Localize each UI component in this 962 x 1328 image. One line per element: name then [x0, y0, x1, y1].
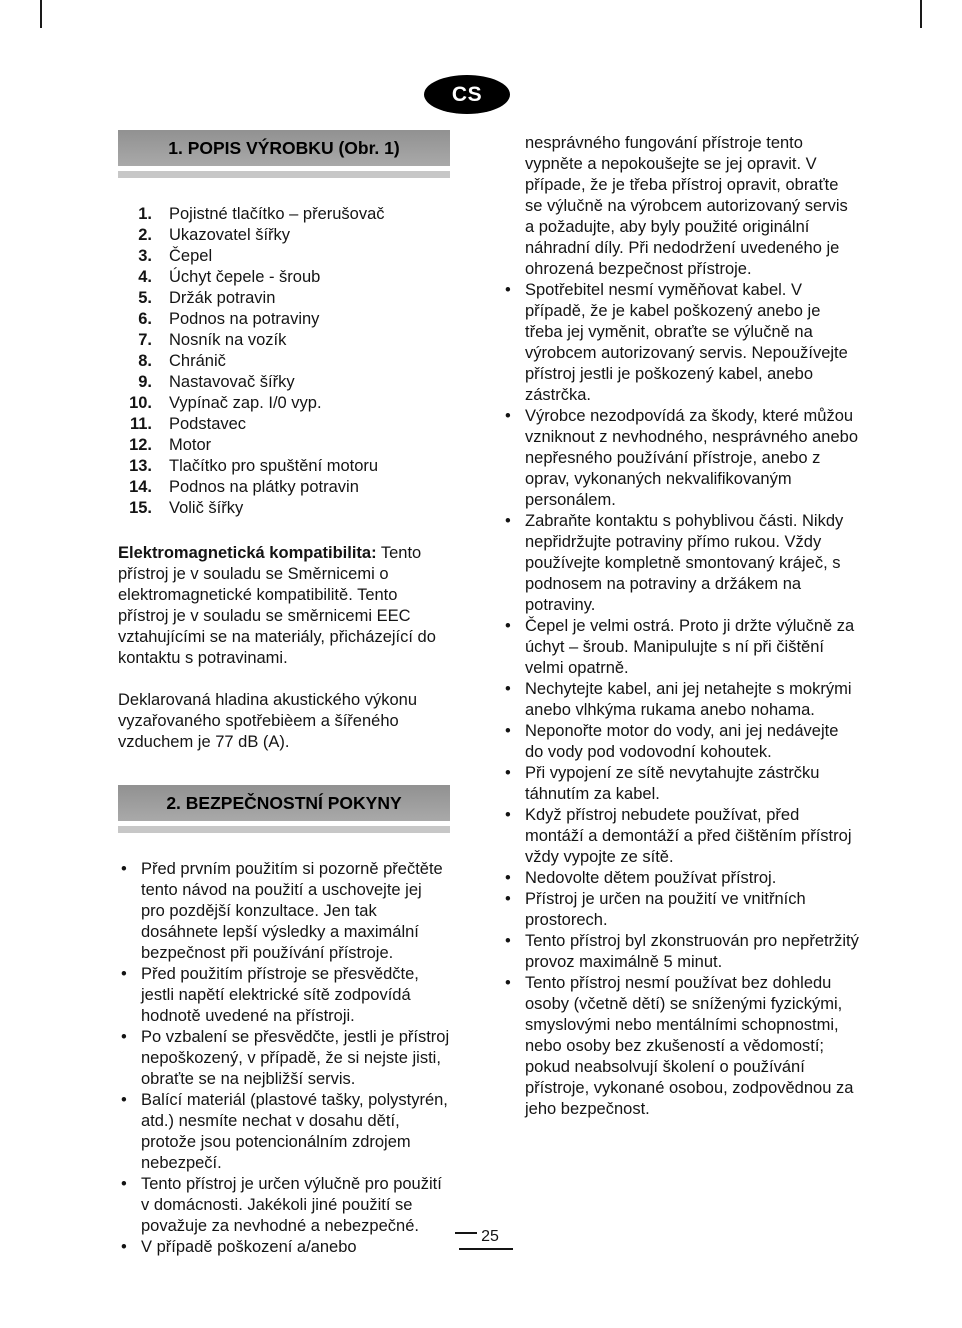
bullet-continuation: nesprávného fungování přístroje tento vypněte a nepokoušejte se jej opravit. V případe, že je třeba přístroj opravit, obraťte se výlučně na výrobcem autorizovaný servis a požadujte, aby byly použité originální náhradní díly. Při nedodržení uvedeného je ohrozená bezpečnost přístroje. [525, 134, 848, 278]
safety-bullets-right [502, 280, 860, 1120]
part-item [118, 435, 450, 456]
bullet-item: • V případě poškození a/anebo [118, 1237, 450, 1258]
bullet-item: • Při vypojení ze sítě nevytahujte zástrčku táhnutím za kabel. [502, 763, 860, 805]
part-number: 5. [138, 289, 152, 307]
part-item [118, 330, 450, 351]
bullet-item: • Spotřebitel nesmí vyměňovat kabel. V případě, že je kabel poškozený anebo je třeba jej vyměnit, obraťte se výlučně na výrobcem autorizovaný servis. Nepoužívejte přístroj jestli je poškozený kabel, anebo zástrčka. [502, 280, 860, 406]
part-item [118, 372, 450, 393]
bullet-item: • Po vzbalení se přesvědčte, jestli je přístroj nepoškozený, v případě, že si nejste jisti, obraťte se na nejbližší servis. [118, 1027, 450, 1090]
part-item [118, 477, 450, 498]
bullet-item: • Nedovolte dětem používat přístroj. [502, 868, 860, 889]
section2-header [118, 785, 450, 833]
part-number: 15. [129, 499, 152, 517]
crop-mark-right [920, 0, 922, 28]
part-item [118, 456, 450, 477]
part-item [118, 498, 450, 519]
part-text: Volič šířky [169, 499, 244, 517]
noise-paragraph: Deklarovaná hladina akustického výkonu vyzařovaného spotřebièem a šířeného vzduchem je 77 dB (A). [118, 691, 418, 751]
part-text: Pojistné tlačítko – přerušovač [169, 205, 385, 223]
bullet-item: • Před použitím přístroje se přesvědčte, jestli napětí elektrické sítě zodpovídá hodnotě uvedené na přístroji. [118, 964, 450, 1027]
content-columns [118, 130, 860, 1258]
section2-header-underline [118, 826, 450, 833]
part-text: Podstavec [169, 415, 247, 433]
bullet-item: • Zabraňte kontaktu s pohyblivou části. Nikdy nepřidržujte potraviny přímo rukou. Vždy používejte kompletně smontovaný kráječ, s podnosem na potraviny a držákem na potraviny. [502, 511, 860, 616]
part-item [118, 246, 450, 267]
bullet-item: • Balící materiál (plastové tašky, polystyrén, atd.) nesmíte nechat v dosahu dětí, protože jsou potencionálním zdrojem nebezpečí. [118, 1090, 450, 1174]
section1-header-underline [118, 171, 450, 178]
language-badge: CS [424, 75, 510, 114]
part-number: 7. [138, 331, 152, 349]
emc-text: Tento přístroj je v souladu se Směrnicemi o elektromagnetické kompatibilitě. Tento přístroj je v souladu se směrnicemi EEC vztahujícími se na materiály, přicházející do kontaktu s potravinami. [118, 544, 436, 667]
part-item [118, 414, 450, 435]
emc-lead: Elektromagnetická kompatibilita: [118, 544, 377, 562]
bullet-item: • Neponořte motor do vody, ani jej nedávejte do vody pod vodovodní kohoutek. [502, 721, 860, 763]
part-number: 8. [138, 352, 152, 370]
bullet-item: • Tento přístroj je určen výlučně pro použití v domácnosti. Jakékoli jiné použití se považuje za nevhodné a nebezpečné. [118, 1174, 450, 1237]
part-item [118, 309, 450, 330]
part-number: 2. [138, 226, 152, 244]
part-text: Úchyt čepele - šroub [169, 268, 321, 286]
part-item [118, 351, 450, 372]
bullet-item: • Výrobce nezodpovídá za škody, které můžou vzniknout z nevhodného, nesprávného anebo nepřesného používání přístroje, anebo z oprav, vykonaných nekvalifikovaným personálem. [502, 406, 860, 511]
part-text: Podnos na potraviny [169, 310, 320, 328]
emc-paragraph [118, 543, 450, 669]
crop-mark-left [40, 0, 42, 28]
section2-title: 2. BEZPEČNOSTNÍ POKYNY [118, 785, 450, 821]
part-text: Držák potravin [169, 289, 276, 307]
part-number: 1. [138, 205, 152, 223]
section1-title: 1. POPIS VÝROBKU (Obr. 1) [118, 130, 450, 166]
page-footer [0, 1228, 962, 1250]
footer-underline [459, 1248, 513, 1250]
left-column [118, 130, 450, 1258]
part-item [118, 288, 450, 309]
part-text: Čepel [169, 247, 213, 265]
part-number: 4. [138, 268, 152, 286]
bullet-item: • Když přístroj nebudete používat, před montáží a demontáží a před čištěním přístroj vždy vypojte ze sítě. [502, 805, 860, 868]
bullet-item: • Čepel je velmi ostrá. Proto ji držte výlučně za úchyt – šroub. Manipulujte s ní při čištění velmi opatrně. [502, 616, 860, 679]
part-text: Motor [169, 436, 212, 454]
part-text: Vypínač zap. I/0 vyp. [169, 394, 322, 412]
part-number: 13. [129, 457, 152, 475]
part-number: 12. [129, 436, 152, 454]
part-text: Tlačítko pro spuštění motoru [169, 457, 379, 475]
part-text: Nastavovač šířky [169, 373, 295, 391]
part-number: 10. [129, 394, 152, 412]
bullet-item: • Před prvním použitím si pozorně přečtěte tento návod na použití a uschovejte jej pro pozdější konzultace. Jen tak dosáhnete lepší výsledky a maximální bezpečnost při používání přístroje. [118, 859, 450, 964]
page-number: 25 [481, 1228, 499, 1245]
part-item [118, 267, 450, 288]
part-item [118, 225, 450, 246]
parts-list [118, 204, 450, 519]
footer-line [455, 1232, 477, 1234]
part-number: 6. [138, 310, 152, 328]
section1-header [118, 130, 450, 178]
part-item [118, 204, 450, 225]
bullet-item: • Nechytejte kabel, ani jej netahejte s mokrými anebo vlhkýma rukama anebo nohama. [502, 679, 860, 721]
part-number: 3. [138, 247, 152, 265]
part-text: Podnos na plátky potravin [169, 478, 359, 496]
part-text: Ukazovatel šířky [169, 226, 291, 244]
part-text: Nosník na vozík [169, 331, 287, 349]
safety-bullets-left [118, 859, 450, 1258]
part-item [118, 393, 450, 414]
bullet-item: • Tento přístroj nesmí používat bez dohledu osoby (včetně dětí) se sníženými fyzickými, smyslovými nebo mentálními schopnostmi, nebo osoby bez zkušeností a vědomostí; pokud neabsolvují školení o používání přístroje, vykonané osobou, zodpovědnou za jeho bezpečnost. [502, 973, 860, 1120]
bullet-item: • Přístroj je určen na použití ve vnitřních prostorech. [502, 889, 860, 931]
part-number: 14. [129, 478, 152, 496]
right-column [502, 130, 860, 1258]
part-number: 11. [129, 415, 152, 433]
part-number: 9. [138, 373, 152, 391]
bullet-item: • Tento přístroj byl zkonstruován pro nepřetržitý provoz maximálně 5 minut. [502, 931, 860, 973]
part-text: Chránič [169, 352, 226, 370]
